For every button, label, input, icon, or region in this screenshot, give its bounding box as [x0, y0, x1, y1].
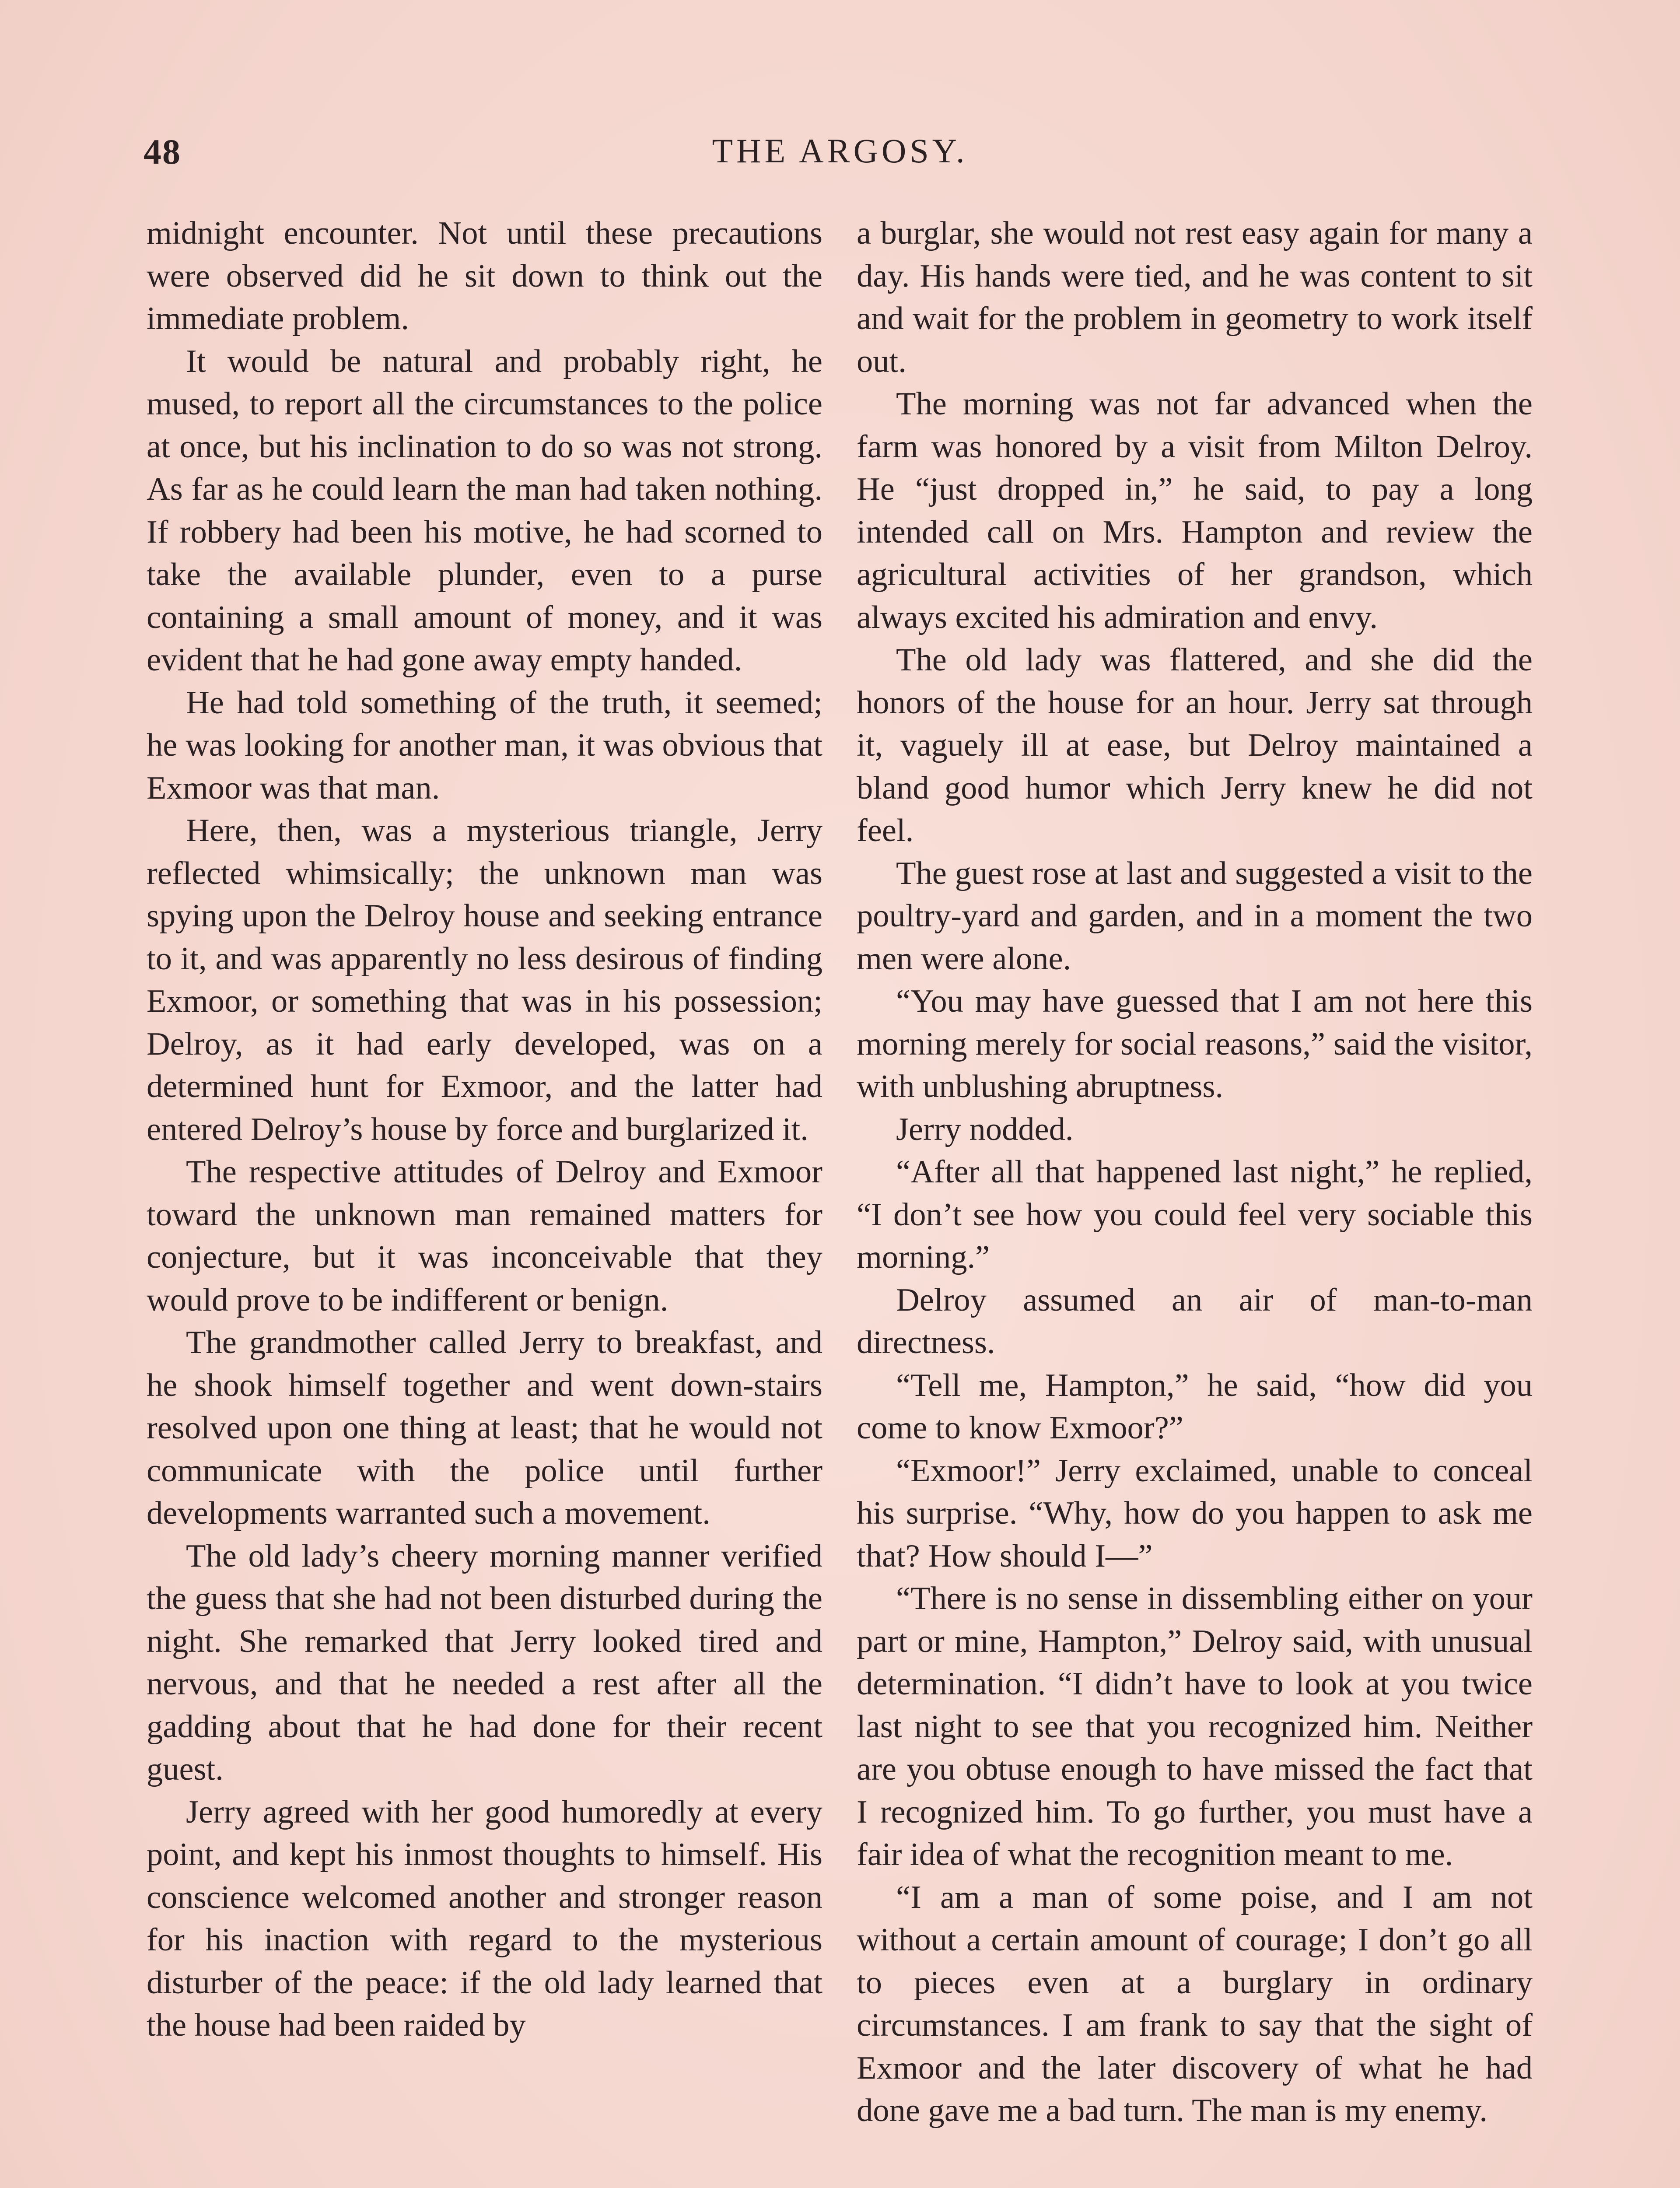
page-header: [140, 131, 1540, 184]
paragraph: “Tell me, Hampton,” he said, “how did you come to know Exmoor?”: [857, 1367, 1533, 1446]
paragraph: It would be natural and probably right, he mused, to report all the circumstances to the police at once, but his inclination to do so was not strong. As far as he could learn the man had taken nothing. If robbery had been his motive, he had scorned to take the available plunder, even to a purse containing a small amount of money, and it was evident that he had gone away empty handed.: [147, 343, 822, 678]
right-column: [857, 212, 1533, 2132]
paragraph: “There is no sense in dissembling either on your part or mine, Hampton,” Delroy said, with unusual determination. “I didn’t have to look at you twice last night to see that you recognized him. Neither are you obtuse enough to have missed the fact that I recognized him. To go further, you must have a fair idea of what the recognition meant to me.: [857, 1581, 1533, 1872]
paragraph: “You may have guessed that I am not here this morning merely for social reasons,” said the visitor, with unblushing abruptness.: [857, 983, 1533, 1105]
paragraph: “After all that happened last night,” he replied, “I don’t see how you could feel very sociable this morning.”: [857, 1154, 1533, 1275]
page-number: 48: [144, 132, 181, 172]
paragraph: Jerry agreed with her good humoredly at every point, and kept his inmost thoughts to himself. His conscience welcomed another and stronger reason for his inaction with regard to the mysterious disturber of the peace: if the old lady learned that the house had been raided by: [147, 1794, 822, 2043]
running-head: THE ARGOSY.: [712, 132, 968, 170]
paragraph: Delroy assumed an air of man-to-man directness.: [857, 1282, 1533, 1360]
paragraph: Jerry nodded.: [896, 1111, 1074, 1147]
paragraph: He had told something of the truth, it seemed; he was looking for another man, it was obvious that Exmoor was that man.: [147, 684, 822, 806]
paragraph: The guest rose at last and suggested a visit to the poultry-yard and garden, and in a moment the two men were alone.: [857, 855, 1533, 977]
paragraph: a burglar, she would not rest easy again for many a day. His hands were tied, and he was content to sit and wait for the problem in geometry to work itself out.: [857, 215, 1533, 379]
paragraph: The respective attitudes of Delroy and Exmoor toward the unknown man remained matters for conjecture, but it was inconceivable that they would prove to be indifferent or benign.: [147, 1154, 822, 1318]
paragraph: midnight encounter. Not until these precautions were observed did he sit down to think out the immediate problem.: [147, 215, 822, 337]
paragraph: “Exmoor!” Jerry exclaimed, unable to conceal his surprise. “Why, how do you happen to ask me that? How should I—”: [857, 1452, 1533, 1574]
left-column: [147, 212, 822, 2047]
paragraph: “I am a man of some poise, and I am not without a certain amount of courage; I don’t go all to pieces even at a burglary in ordinary circumstances. I am frank to say that the sight of Exmoor and the later discovery of what he had done gave me a bad turn. The man is my enemy.: [857, 1879, 1533, 2128]
paragraph: The morning was not far advanced when the farm was honored by a visit from Milton Delroy. He “just dropped in,” he said, to pay a long intended call on Mrs. Hampton and review the agricultural activities of her grandson, which always excited his admiration and envy.: [857, 386, 1533, 635]
paragraph: Here, then, was a mysterious triangle, Jerry reflected whimsically; the unknown man was spying upon the Delroy house and seeking entrance to it, and was apparently no less desirous of finding Exmoor, or something that was in his possession; Delroy, as it had early developed, was on a determined hunt for Exmoor, and the latter had entered Delroy’s house by force and burglarized it.: [147, 813, 822, 1147]
paragraph: The grandmother called Jerry to breakfast, and he shook himself together and went down-stairs resolved upon one thing at least; that he would not communicate with the police until further developments warranted such a movement.: [147, 1325, 822, 1531]
paragraph: The old lady’s cheery morning manner verified the guess that she had not been disturbed during the night. She remarked that Jerry looked tired and nervous, and that he needed a rest after all the gadding about that he had done for their recent guest.: [147, 1538, 822, 1787]
paragraph: The old lady was flattered, and she did the honors of the house for an hour. Jerry sat through it, vaguely ill at ease, but Delroy maintained a bland good humor which Jerry knew he did not feel.: [857, 642, 1533, 849]
